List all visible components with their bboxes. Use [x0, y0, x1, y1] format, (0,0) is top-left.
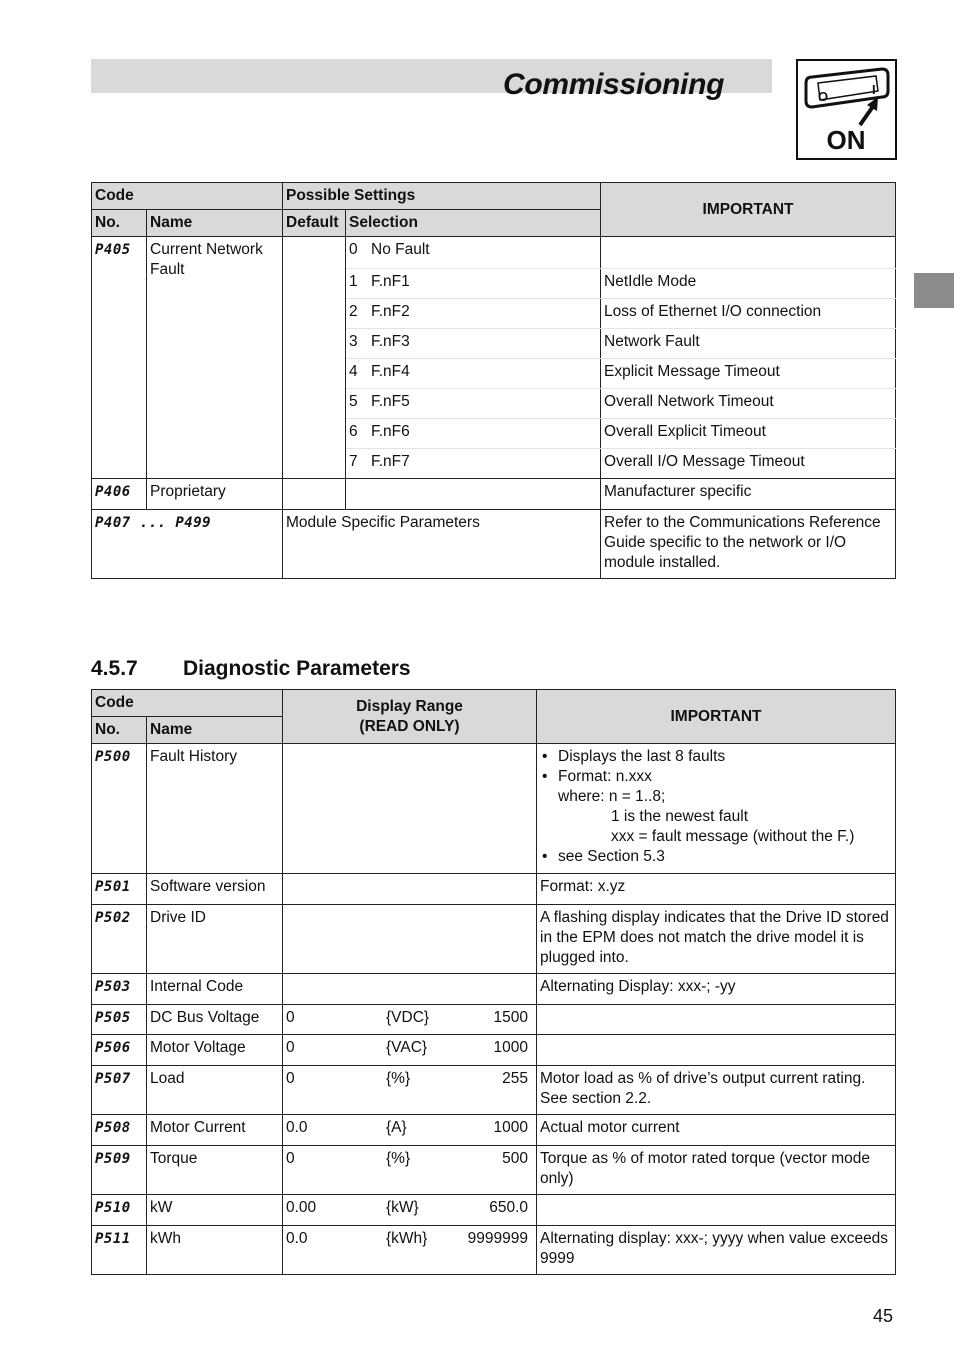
table-row	[92, 1195, 896, 1226]
range-min: 0	[286, 1150, 295, 1167]
header-no: No.	[92, 210, 147, 237]
param-name: Proprietary	[147, 479, 283, 510]
param-note: A flashing display indicates that the Drive ID stored in the EPM does not match the drive model it is plugged into.	[537, 905, 896, 974]
param-range	[283, 1226, 537, 1275]
param-code: P510	[92, 1195, 147, 1226]
param-code: P407 ... P499	[92, 510, 283, 579]
table-row	[92, 510, 896, 579]
param-name: Motor Current	[147, 1115, 283, 1146]
range-unit: {%}	[386, 1070, 411, 1087]
header-possible-settings: Possible Settings	[283, 183, 601, 210]
param-name: Software version	[147, 874, 283, 905]
param-range	[283, 1035, 537, 1066]
param-range	[283, 1115, 537, 1146]
selection-number: 7	[349, 453, 358, 470]
selection-cell	[346, 419, 601, 449]
table-row	[92, 1146, 896, 1195]
selection-cell	[346, 449, 601, 479]
param-code: P506	[92, 1035, 147, 1066]
header-code: Code	[92, 690, 283, 717]
range-min: 0.0	[286, 1230, 308, 1247]
param-note: Alternating display: xxx-; yyyy when value exceeds 9999	[537, 1226, 896, 1275]
on-switch-icon	[796, 59, 897, 160]
param-name: Module Specific Parameters	[283, 510, 601, 579]
param-name: kW	[147, 1195, 283, 1226]
range-unit: {kW}	[386, 1199, 419, 1216]
range-min: 0.00	[286, 1199, 317, 1216]
table-row	[92, 237, 896, 269]
range-max: 9999999	[467, 1230, 528, 1247]
param-range	[283, 1146, 537, 1195]
param-name: Load	[147, 1066, 283, 1115]
header-important: IMPORTANT	[601, 183, 896, 237]
param-note: Alternating Display: xxx-; -yy	[537, 974, 896, 1005]
selection-note	[601, 237, 896, 269]
selection-note: Network Fault	[601, 329, 896, 359]
param-code: P501	[92, 874, 147, 905]
selection-cell	[346, 237, 601, 269]
range-unit: {%}	[386, 1150, 411, 1167]
header-range-sub: (READ ONLY)	[359, 718, 460, 735]
note-line: where: n = 1..8;	[558, 788, 666, 805]
param-default	[283, 479, 346, 510]
selection-number: 1	[349, 273, 358, 290]
param-name: Drive ID	[147, 905, 283, 974]
selection-label: F.nF3	[371, 333, 410, 350]
param-name: DC Bus Voltage	[147, 1005, 283, 1035]
switch-on-text: ON	[826, 125, 866, 155]
param-note	[537, 744, 896, 874]
page-title: Commissioning	[503, 68, 725, 101]
selection-number: 2	[349, 303, 358, 320]
param-name: Motor Voltage	[147, 1035, 283, 1066]
header-range-title: Display Range	[356, 698, 463, 715]
param-code: P502	[92, 905, 147, 974]
param-note: Manufacturer specific	[601, 479, 896, 510]
range-unit: {A}	[386, 1119, 407, 1136]
header-code: Code	[92, 183, 283, 210]
table-row	[92, 974, 896, 1005]
range-min: 0.0	[286, 1119, 308, 1136]
param-range	[283, 744, 537, 874]
section-title: Diagnostic Parameters	[183, 657, 411, 680]
selection-cell	[346, 299, 601, 329]
range-max: 255	[502, 1070, 528, 1087]
selection-number: 3	[349, 333, 358, 350]
selection-cell	[346, 269, 601, 299]
param-code: P500	[92, 744, 147, 874]
table-row	[92, 874, 896, 905]
selection-label: F.nF1	[371, 273, 410, 290]
diagnostic-parameters-table	[91, 689, 896, 1275]
param-code: P511	[92, 1226, 147, 1275]
selection-label: F.nF5	[371, 393, 410, 410]
param-name: kWh	[147, 1226, 283, 1275]
param-range	[283, 874, 537, 905]
selection-note: Overall Network Timeout	[601, 389, 896, 419]
param-range	[283, 974, 537, 1005]
selection-label: F.nF4	[371, 363, 410, 380]
header-selection: Selection	[346, 210, 601, 237]
param-range	[283, 1066, 537, 1115]
param-note: Actual motor current	[537, 1115, 896, 1146]
range-unit: {VAC}	[386, 1039, 428, 1056]
switch-off-label: O	[818, 89, 829, 104]
param-note: Refer to the Communications Reference Guide specific to the network or I/O module installed.	[601, 510, 896, 579]
selection-note: Explicit Message Timeout	[601, 359, 896, 389]
range-max: 1500	[493, 1009, 528, 1026]
param-name: Torque	[147, 1146, 283, 1195]
selection-note: Overall I/O Message Timeout	[601, 449, 896, 479]
table-row	[92, 1035, 896, 1066]
note-bullet: • Displays the last 8 faults	[540, 747, 892, 767]
selection-label: F.nF6	[371, 423, 410, 440]
note-bullet: • see Section 5.3	[540, 847, 892, 867]
param-name: Internal Code	[147, 974, 283, 1005]
param-note	[537, 1005, 896, 1035]
network-parameters-table	[91, 182, 896, 579]
param-code: P508	[92, 1115, 147, 1146]
selection-note: Loss of Ethernet I/O connection	[601, 299, 896, 329]
range-unit: {VDC}	[386, 1009, 430, 1026]
chapter-tab	[914, 273, 954, 308]
range-max: 1000	[493, 1039, 528, 1056]
range-min: 0	[286, 1009, 295, 1026]
param-range	[283, 1005, 537, 1035]
table-row	[92, 1066, 896, 1115]
range-unit: {kWh}	[386, 1230, 428, 1247]
selection-number: 4	[349, 363, 358, 380]
table-row	[92, 1226, 896, 1275]
range-min: 0	[286, 1070, 295, 1087]
param-code: P509	[92, 1146, 147, 1195]
param-code: P406	[92, 479, 147, 510]
table-row	[92, 1005, 896, 1035]
param-name: Current Network Fault	[147, 237, 283, 479]
selection-label: F.nF7	[371, 453, 410, 470]
param-note: Motor load as % of drive’s output current rating. See section 2.2.	[537, 1066, 896, 1115]
header-name: Name	[147, 210, 283, 237]
param-note	[537, 1035, 896, 1066]
page-number: 45	[873, 1306, 894, 1326]
selection-cell	[346, 359, 601, 389]
header-important: IMPORTANT	[537, 690, 896, 744]
param-note: Format: x.yz	[537, 874, 896, 905]
param-range	[283, 1195, 537, 1226]
selection-number: 5	[349, 393, 358, 410]
header-no: No.	[92, 717, 147, 744]
selection-label: No Fault	[371, 241, 430, 258]
switch-on-label: I	[872, 82, 876, 97]
param-name: Fault History	[147, 744, 283, 874]
range-max: 1000	[493, 1119, 528, 1136]
param-note: Torque as % of motor rated torque (vector mode only)	[537, 1146, 896, 1195]
range-max: 500	[502, 1150, 528, 1167]
header-default: Default	[283, 210, 346, 237]
selection-cell	[346, 329, 601, 359]
param-note	[537, 1195, 896, 1226]
range-max: 650.0	[489, 1199, 528, 1216]
table-row	[92, 744, 896, 874]
section-number: 4.5.7	[91, 657, 138, 680]
range-min: 0	[286, 1039, 295, 1056]
param-range	[283, 905, 537, 974]
table-row	[92, 905, 896, 974]
param-code: P507	[92, 1066, 147, 1115]
param-code: P503	[92, 974, 147, 1005]
selection-number: 6	[349, 423, 358, 440]
table-row	[92, 479, 896, 510]
switch-graphic	[798, 61, 895, 158]
param-default	[283, 237, 346, 479]
table-row	[92, 1115, 896, 1146]
selection-number: 0	[349, 241, 358, 258]
header-name: Name	[147, 717, 283, 744]
selection-label: F.nF2	[371, 303, 410, 320]
param-code: P505	[92, 1005, 147, 1035]
selection-cell	[346, 479, 601, 510]
selection-note: NetIdle Mode	[601, 269, 896, 299]
selection-note: Overall Explicit Timeout	[601, 419, 896, 449]
note-line: 1 is the newest fault	[611, 808, 748, 825]
note-bullet: • Format: n.xxx	[540, 767, 892, 787]
header-display-range	[283, 690, 537, 744]
selection-cell	[346, 389, 601, 419]
param-code: P405	[92, 237, 147, 479]
note-line: xxx = fault message (without the F.)	[611, 828, 855, 845]
